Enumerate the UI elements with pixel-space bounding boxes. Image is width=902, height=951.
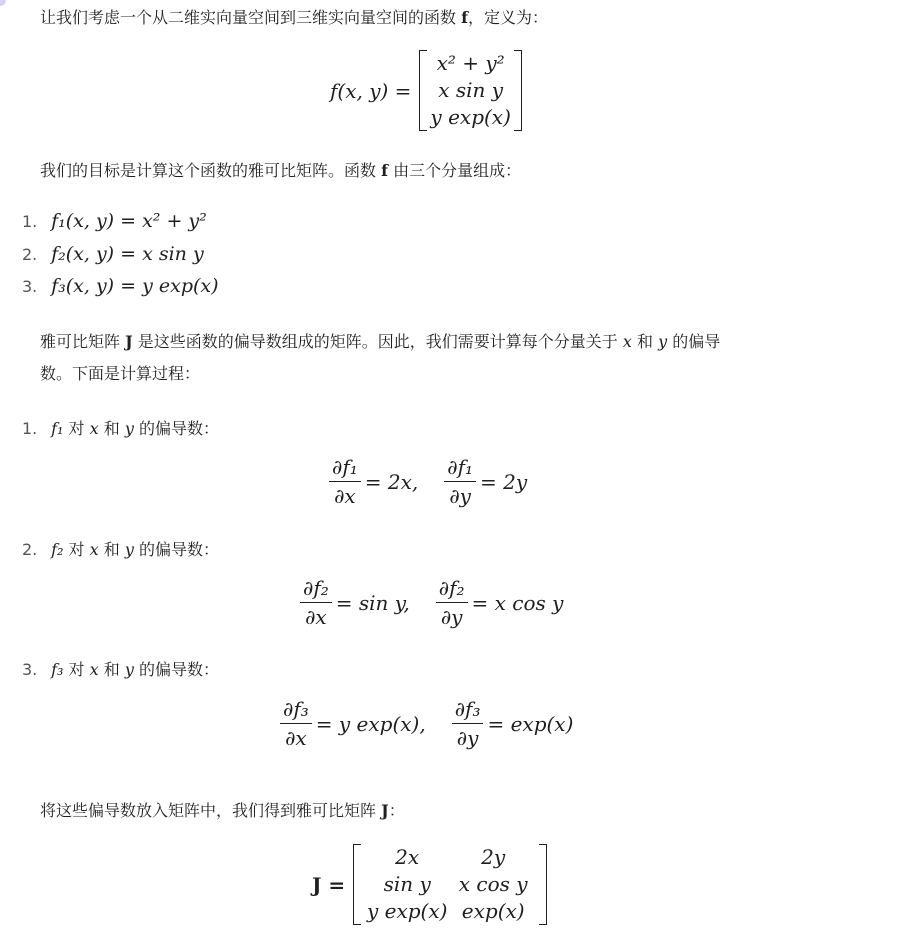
list-number: 1.	[22, 212, 38, 231]
step-label: 和	[103, 660, 120, 679]
conclusion-text: 将这些偏导数放入矩阵中，我们得到雅可比矩阵	[40, 801, 377, 820]
matrix-row	[364, 844, 536, 871]
jacobian-intro-text: 雅可比矩阵	[40, 332, 121, 351]
step-function: f₂	[51, 540, 64, 559]
definition-row: y exp(x)	[430, 105, 511, 129]
jacobian-intro-paragraph	[40, 328, 830, 388]
partial-value: = sin y,	[335, 590, 410, 615]
step-label: 的偏导数：	[139, 660, 220, 679]
matrix-cell: 2x	[395, 845, 420, 869]
jacobian-intro-line2: 数。下面是计算过程：	[40, 364, 201, 383]
goal-text: 我们的目标是计算这个函数的雅可比矩阵。函数	[40, 161, 377, 180]
var-x: x	[89, 540, 99, 559]
jacobian-equation	[312, 844, 547, 925]
goal-paragraph	[40, 157, 521, 185]
partial-fraction: $\frac{\text{∂f₂}}{\partial x}$	[300, 576, 332, 629]
matrix-cell: 2y	[481, 845, 506, 869]
partial-value: = 2y	[480, 469, 528, 494]
conclusion-suffix: ：	[388, 801, 405, 820]
partial-fraction: $\frac{\text{∂f₁}}{\partial x}$	[329, 455, 361, 508]
matrix-cell: y exp(x)	[366, 899, 448, 923]
definition-vector	[419, 50, 521, 131]
step-label: 和	[103, 540, 120, 559]
intro-text: 让我们考虑一个从二维实向量空间到三维实向量空间的函数	[40, 8, 457, 27]
step-equation	[276, 697, 573, 750]
jacobian-intro-text: 和	[637, 332, 654, 351]
list-item	[22, 275, 219, 297]
avatar-marker	[0, 0, 6, 6]
step-heading	[22, 537, 219, 560]
step-function: f₁	[51, 419, 64, 438]
step-equation	[296, 576, 563, 629]
step-label: 对	[68, 660, 85, 679]
intro-symbol: f	[461, 8, 468, 27]
conclusion-paragraph	[40, 797, 405, 825]
goal-symbol: f	[381, 161, 388, 180]
step-equation	[325, 455, 527, 508]
intro-paragraph	[40, 4, 548, 32]
list-number: 3.	[22, 660, 38, 679]
definition-row: x sin y	[438, 78, 504, 102]
partial-fraction: $\frac{\text{∂f₃}}{\partial x}$	[280, 697, 312, 750]
var-y: y	[124, 419, 134, 438]
step-function: f₃	[51, 660, 64, 679]
list-number: 2.	[22, 245, 38, 264]
list-number: 2.	[22, 540, 38, 559]
step-label: 的偏导数：	[139, 419, 220, 438]
partial-value: = x cos y	[471, 590, 564, 615]
partial-value: = y exp(x),	[315, 711, 426, 736]
matrix-row	[364, 898, 536, 925]
conclusion-symbol: J	[381, 801, 389, 820]
step-label: 和	[103, 419, 120, 438]
var-x: x	[89, 419, 99, 438]
intro-suffix: ，定义为：	[468, 8, 549, 27]
var-y: y	[124, 540, 134, 559]
jacobian-intro-text: 的偏导	[672, 332, 721, 351]
goal-suffix: 由三个分量组成：	[393, 161, 522, 180]
matrix-cell: sin y	[383, 872, 431, 896]
partial-value: = 2x,	[364, 469, 419, 494]
var-x: x	[622, 332, 632, 351]
matrix-cell: x cos y	[458, 872, 528, 896]
matrix-row	[364, 871, 536, 898]
jacobian-symbol: J	[125, 332, 133, 351]
list-item	[22, 243, 204, 265]
list-number: 1.	[22, 419, 38, 438]
partial-value: = exp(x)	[487, 711, 574, 736]
component-expression: f₃(x, y) = y exp(x)	[51, 275, 219, 297]
component-expression: f₁(x, y) = x² + y²	[51, 210, 207, 232]
definition-equation	[330, 50, 522, 131]
component-expression: f₂(x, y) = x sin y	[51, 243, 204, 265]
list-item	[22, 210, 207, 232]
jacobian-lhs: J =	[312, 872, 346, 897]
matrix-cell: exp(x)	[461, 899, 525, 923]
var-y: y	[658, 332, 668, 351]
definition-row: x² + y²	[436, 51, 505, 75]
list-number: 3.	[22, 277, 38, 296]
jacobian-matrix	[353, 844, 547, 925]
step-label: 对	[68, 540, 85, 559]
partial-fraction: $\frac{\text{∂f₃}}{\partial y}$	[452, 697, 484, 750]
step-heading	[22, 416, 219, 439]
jacobian-intro-text: 是这些函数的偏导数组成的矩阵。因此，我们需要计算每个分量关于	[137, 332, 618, 351]
partial-fraction: $\frac{\text{∂f₁}}{\partial y}$	[444, 455, 476, 508]
step-label: 的偏导数：	[139, 540, 220, 559]
var-x: x	[89, 660, 99, 679]
var-y: y	[124, 660, 134, 679]
partial-fraction: $\frac{\text{∂f₂}}{\partial y}$	[436, 576, 468, 629]
step-heading	[22, 657, 219, 680]
step-label: 对	[68, 419, 85, 438]
definition-lhs: f(x, y) =	[330, 78, 412, 103]
